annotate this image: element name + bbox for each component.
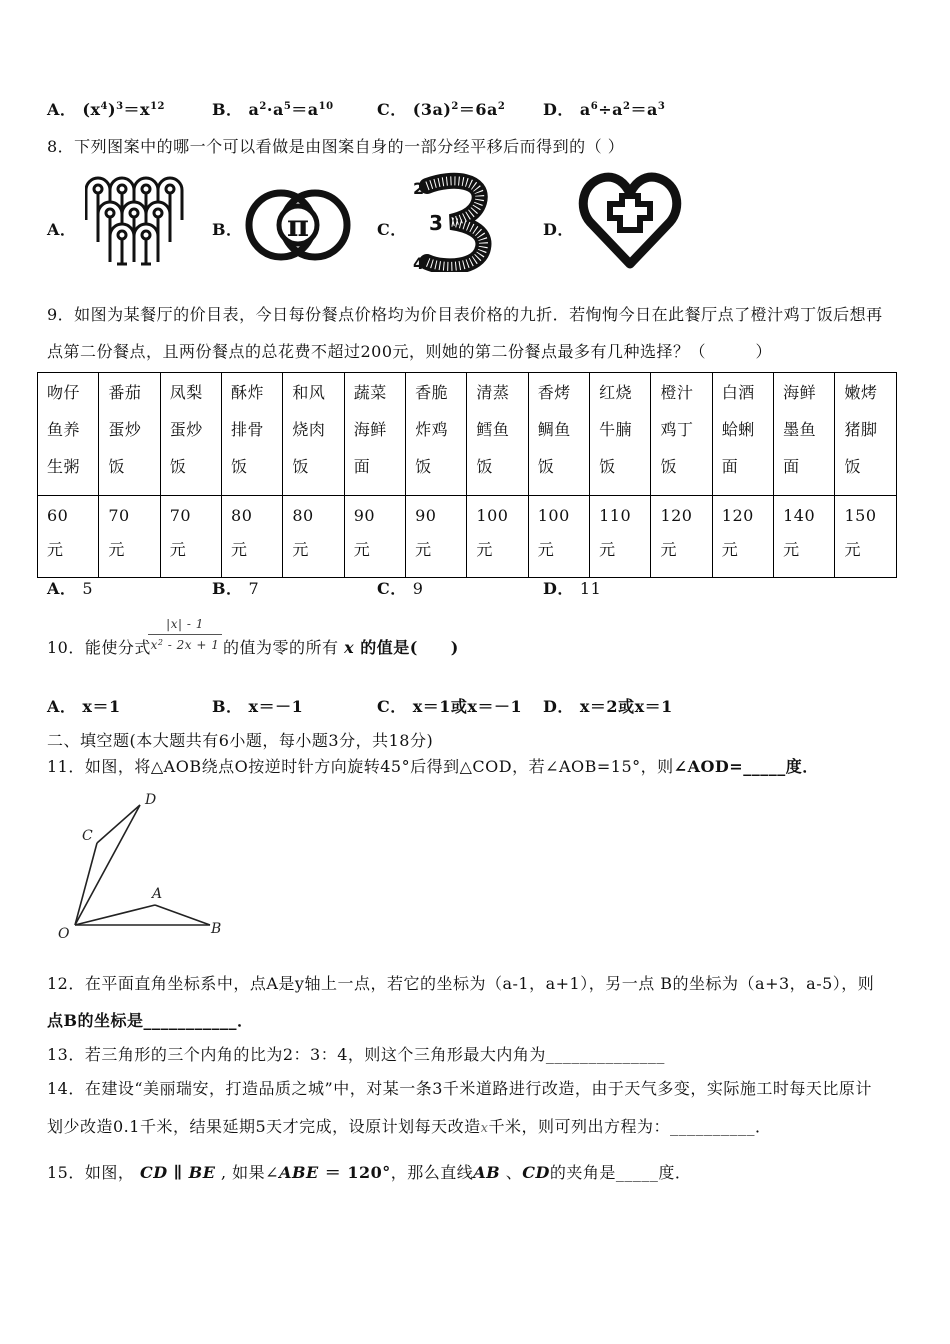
stem-text: 的夹角是_____度． — [549, 1163, 692, 1182]
price-table-names-row — [38, 373, 897, 496]
q10-option-a — [47, 697, 121, 717]
exponent: 3 — [657, 101, 666, 112]
menu-price: 90 — [415, 506, 437, 525]
menu-item-price-cell — [590, 496, 651, 578]
q11-figure — [50, 788, 230, 948]
price-table — [37, 372, 897, 578]
menu-name-line: 海鲜 — [783, 383, 817, 402]
option-value: x＝2或x＝1 — [579, 697, 673, 716]
exponent: 3 — [116, 101, 124, 112]
variable-x: x — [480, 1121, 489, 1136]
menu-name-line: 生粥 — [47, 457, 81, 476]
menu-price: 150 — [844, 506, 877, 525]
menu-price-unit: 元 — [292, 540, 309, 559]
menu-name-line: 橙汁 — [660, 383, 694, 402]
exponent: 2 — [259, 101, 267, 112]
q9-stem-line-1: 9．如图为某餐厅的价目表，今日每份餐点价格均为价目表价格的九折．若恂恂今日在此餐厅点了橙汁鸡丁饭后想再 — [47, 305, 883, 324]
menu-price-unit: 元 — [231, 540, 248, 559]
menu-price: 90 — [353, 506, 376, 525]
option-label: D． — [543, 697, 574, 716]
menu-name-line: 饭 — [844, 457, 861, 476]
point-label-a: A — [152, 886, 163, 902]
segment-oa — [75, 905, 155, 925]
exponent: 2 — [451, 101, 459, 112]
q13-stem: 13．若三角形的三个内角的比为2：3：4，则这个三角形最大内角为______________ — [47, 1045, 665, 1064]
menu-name-line: 凤梨 — [169, 383, 203, 402]
menu-price-unit: 元 — [599, 540, 616, 559]
triangle-aob — [75, 905, 210, 925]
menu-name-line: 墨鱼 — [783, 420, 817, 439]
menu-price-unit: 元 — [721, 540, 739, 559]
denominator-part: - 2x + 1 — [163, 638, 220, 652]
menu-name-line: 饭 — [660, 457, 677, 476]
menu-name-line: 饭 — [169, 457, 187, 476]
formula-part: ＝x — [123, 100, 151, 119]
menu-name-line: 蛋炒 — [169, 420, 203, 439]
q12-line-2: 点B的坐标是___________． — [47, 1011, 254, 1030]
menu-name-line: 猪脚 — [844, 420, 878, 439]
q9-stem-line-2: 点第二份餐点，且两份餐点的总花费不超过200元，则她的第二份餐点最多有几种选择？（ ） — [47, 342, 773, 361]
menu-name-line: 鸡丁 — [660, 420, 694, 439]
option-label: C． — [377, 697, 407, 716]
stem-text: , 如果∠ — [215, 1163, 280, 1182]
exponent: 6 — [590, 101, 599, 112]
menu-name-line: 海鲜 — [353, 420, 387, 439]
menu-name-line: 饭 — [231, 457, 248, 476]
menu-item-name-cell — [38, 373, 99, 496]
q9-option-b — [212, 579, 259, 599]
menu-item-name-cell — [712, 373, 773, 496]
menu-item-name-cell — [774, 373, 835, 496]
exponent: 2 — [157, 638, 164, 647]
menu-name-line: 蔬菜 — [353, 383, 387, 402]
price-table-prices-row — [38, 496, 897, 578]
formula-part: a — [248, 100, 260, 119]
exponent: 2 — [497, 101, 506, 112]
q10-stem-after — [223, 638, 459, 658]
menu-name-line: 蛤蜊 — [721, 420, 755, 439]
figure-d-heart — [583, 177, 677, 264]
q8-option-a-label: A． — [47, 220, 77, 239]
q12-line-1: 12．在平面直角坐标系中，点A是y轴上一点，若它的坐标为（a-1，a+1），另一点 B的坐标为（a+3，a-5），则 — [47, 974, 875, 993]
exponent: 2 — [623, 101, 631, 112]
menu-price-unit: 元 — [108, 540, 125, 559]
menu-name-line: 蛋炒 — [108, 420, 142, 439]
option-value: x＝1 — [82, 697, 121, 716]
option-value: x＝1或x＝－1 — [412, 697, 523, 716]
segment-oc — [75, 843, 97, 925]
menu-price: 100 — [476, 506, 509, 525]
section-title: 二、填空题(本大题共有6小题，每小题3分，共18分) — [47, 731, 434, 750]
menu-name-line: 吻仔 — [47, 383, 81, 402]
figure-c-glyph: 4 — [413, 254, 425, 272]
option-label: D． — [543, 579, 574, 598]
q7-option-c — [377, 100, 505, 120]
menu-name-line: 牛腩 — [599, 420, 633, 439]
menu-name-line: 鱼养 — [47, 420, 81, 439]
option-value: x＝－1 — [248, 697, 304, 716]
formula-part: (3a) — [412, 100, 452, 119]
menu-price-unit: 元 — [415, 540, 432, 559]
menu-name-line: 香脆 — [415, 383, 449, 402]
menu-item-price-cell — [467, 496, 528, 578]
formula-part: ＝a — [291, 100, 319, 119]
q15-stem — [47, 1163, 691, 1183]
exponent: 12 — [150, 101, 166, 112]
menu-price-unit: 元 — [783, 540, 800, 559]
math-be: BE — [188, 1163, 216, 1182]
menu-item-price-cell — [222, 496, 283, 578]
q9-option-d — [543, 579, 601, 599]
point-label-b: B — [211, 921, 222, 937]
menu-item-price-cell — [712, 496, 773, 578]
menu-name-line: 白酒 — [721, 383, 755, 402]
option-label: A． — [47, 100, 77, 119]
menu-item-price-cell — [651, 496, 712, 578]
menu-item-name-cell — [222, 373, 283, 496]
q8-figure-a — [85, 176, 187, 268]
menu-name-line: 面 — [353, 457, 371, 476]
menu-price-unit: 元 — [660, 540, 677, 559]
menu-item-price-cell — [283, 496, 344, 578]
menu-price: 120 — [721, 506, 754, 525]
menu-price: 80 — [292, 506, 314, 525]
menu-price-unit: 元 — [537, 540, 555, 559]
menu-item-price-cell — [774, 496, 835, 578]
option-label: C． — [377, 579, 407, 598]
q7-option-d — [543, 100, 665, 120]
point-label-o: O — [58, 926, 70, 942]
menu-item-name-cell — [99, 373, 160, 496]
q10-option-d — [543, 697, 673, 717]
q10-option-b — [212, 697, 303, 717]
menu-name-line: 饭 — [476, 457, 493, 476]
menu-name-line: 炸鸡 — [415, 420, 449, 439]
menu-name-line: 饭 — [108, 457, 125, 476]
menu-price: 60 — [47, 506, 69, 525]
figure-d-stepped-shape — [610, 196, 650, 230]
menu-item-price-cell — [835, 496, 897, 578]
menu-name-line: 烧肉 — [292, 420, 326, 439]
menu-item-price-cell — [99, 496, 160, 578]
menu-item-name-cell — [160, 373, 221, 496]
menu-item-name-cell — [406, 373, 467, 496]
figure-b-glyph: π — [287, 209, 309, 244]
q10-option-c — [377, 697, 522, 717]
menu-price: 70 — [108, 506, 130, 525]
menu-name-line: 和风 — [292, 383, 326, 402]
option-value: 7 — [248, 579, 260, 598]
segment-ab — [155, 905, 210, 925]
math-abe: ABE — [279, 1163, 319, 1182]
menu-item-name-cell — [344, 373, 405, 496]
q7-option-a — [47, 100, 165, 120]
menu-item-price-cell — [38, 496, 99, 578]
q10-fraction — [148, 614, 222, 655]
menu-price: 80 — [231, 506, 253, 525]
formula-part: ) — [108, 100, 117, 119]
menu-name-line: 面 — [783, 457, 800, 476]
q10-stem-before: 10．能使分式 — [47, 638, 151, 657]
exponent: 10 — [318, 101, 334, 112]
formula-part: ＝a — [630, 100, 658, 119]
option-value: 9 — [412, 579, 424, 598]
point-label-d: D — [145, 792, 157, 808]
menu-item-name-cell — [835, 373, 897, 496]
fraction-denominator — [148, 635, 222, 655]
menu-name-line: 嫩烤 — [844, 383, 878, 402]
menu-item-name-cell — [467, 373, 528, 496]
menu-name-line: 饭 — [599, 457, 616, 476]
stem-text: ，那么直线 — [390, 1163, 474, 1182]
menu-price-unit: 元 — [47, 540, 64, 559]
formula-part: (x — [82, 100, 101, 119]
figure-c-glyph: 2 — [413, 179, 425, 198]
q9-option-c — [377, 579, 423, 599]
stem-text: 千米，则可列出方程为：__________． — [488, 1117, 772, 1136]
menu-name-line: 饭 — [292, 457, 309, 476]
menu-item-name-cell — [590, 373, 651, 496]
stem-text: 的值是( ) — [354, 638, 459, 657]
segment-cd — [97, 805, 140, 843]
menu-item-price-cell — [406, 496, 467, 578]
q8-stem: 8．下列图案中的哪一个可以看做是由图案自身的一部分经平移后而得到的（ ） — [47, 137, 625, 156]
denominator-part: x — [150, 638, 158, 652]
menu-price: 120 — [660, 506, 693, 525]
option-label: B． — [212, 100, 243, 119]
menu-item-name-cell — [283, 373, 344, 496]
stem-text: 划少改造0.1千米，结果延期5天才完成，设原计划每天改造 — [47, 1117, 481, 1136]
menu-price: 110 — [599, 506, 632, 525]
math-ab: AB — [473, 1163, 501, 1182]
formula-part: a — [579, 100, 591, 119]
formula-part: ·a — [266, 100, 284, 119]
q8-option-c-label: C． — [377, 220, 407, 239]
option-label: B． — [212, 697, 243, 716]
option-label: B． — [212, 579, 243, 598]
menu-name-line: 清蒸 — [476, 383, 510, 402]
menu-price: 100 — [537, 506, 570, 525]
triangle-cod — [75, 805, 140, 925]
q14-line-2 — [47, 1117, 772, 1139]
exponent: 4 — [100, 101, 108, 112]
stem-text: 、 — [500, 1163, 523, 1182]
menu-name-line: 香烤 — [537, 383, 571, 402]
menu-item-name-cell — [528, 373, 589, 496]
menu-item-price-cell — [344, 496, 405, 578]
menu-name-line: 饭 — [537, 457, 555, 476]
fraction-numerator: |x| - 1 — [148, 614, 222, 635]
stem-text: 15．如图， — [47, 1163, 140, 1182]
q8-figure-c — [413, 172, 493, 272]
menu-price: 140 — [783, 506, 816, 525]
figure-a-row-3 — [110, 224, 158, 264]
menu-name-line: 红烧 — [599, 383, 633, 402]
menu-price-unit: 元 — [844, 540, 861, 559]
option-label: C． — [377, 100, 407, 119]
segment-od — [75, 805, 140, 925]
menu-price-unit: 元 — [353, 540, 371, 559]
q8-option-b-label: B． — [212, 220, 243, 239]
option-label: A． — [47, 579, 77, 598]
option-label: D． — [543, 100, 574, 119]
stem-blank: ∠AOD=_____度． — [673, 757, 819, 776]
option-value: 5 — [82, 579, 94, 598]
menu-item-price-cell — [160, 496, 221, 578]
stem-text: 11．如图，将△AOB绕点O按逆时针方向旋转45°后得到△COD，若∠AOB=15°，则 — [47, 757, 674, 776]
menu-price-unit: 元 — [169, 540, 187, 559]
q7-option-b — [212, 100, 334, 120]
option-value: 11 — [579, 579, 602, 598]
formula-part: ÷a — [598, 100, 624, 119]
angle-value: ＝ 120° — [318, 1163, 391, 1182]
variable-x: x — [344, 638, 355, 657]
math-cd: CD — [139, 1163, 168, 1182]
q8-figure-d — [578, 170, 682, 270]
exponent: 5 — [283, 101, 292, 112]
menu-name-line: 饭 — [415, 457, 432, 476]
menu-item-name-cell — [651, 373, 712, 496]
parallel-symbol: ∥ — [167, 1163, 189, 1182]
menu-name-line: 鳕鱼 — [476, 420, 510, 439]
formula-part: ＝6a — [458, 100, 498, 119]
menu-name-line: 面 — [721, 457, 739, 476]
option-label: A． — [47, 697, 77, 716]
q14-line-1: 14．在建设“美丽瑞安，打造品质之城”中，对某一条3千米道路进行改造，由于天气多变，实际施工时每天比原计 — [47, 1079, 872, 1098]
menu-name-line: 鲷鱼 — [537, 420, 571, 439]
point-label-c: C — [82, 828, 93, 844]
q9-option-a — [47, 579, 93, 599]
menu-name-line: 酥炸 — [231, 383, 265, 402]
menu-item-price-cell — [528, 496, 589, 578]
q8-option-d-label: D． — [543, 220, 574, 239]
q8-figure-b — [245, 180, 351, 270]
stem-text: 的值为零的所有 — [223, 638, 345, 657]
math-cd: CD — [522, 1163, 550, 1182]
q11-stem — [47, 757, 819, 777]
menu-name-line: 排骨 — [231, 420, 265, 439]
menu-price: 70 — [169, 506, 192, 525]
menu-price-unit: 元 — [476, 540, 493, 559]
menu-name-line: 番茄 — [108, 383, 142, 402]
figure-c-glyph: 3 — [429, 211, 443, 235]
